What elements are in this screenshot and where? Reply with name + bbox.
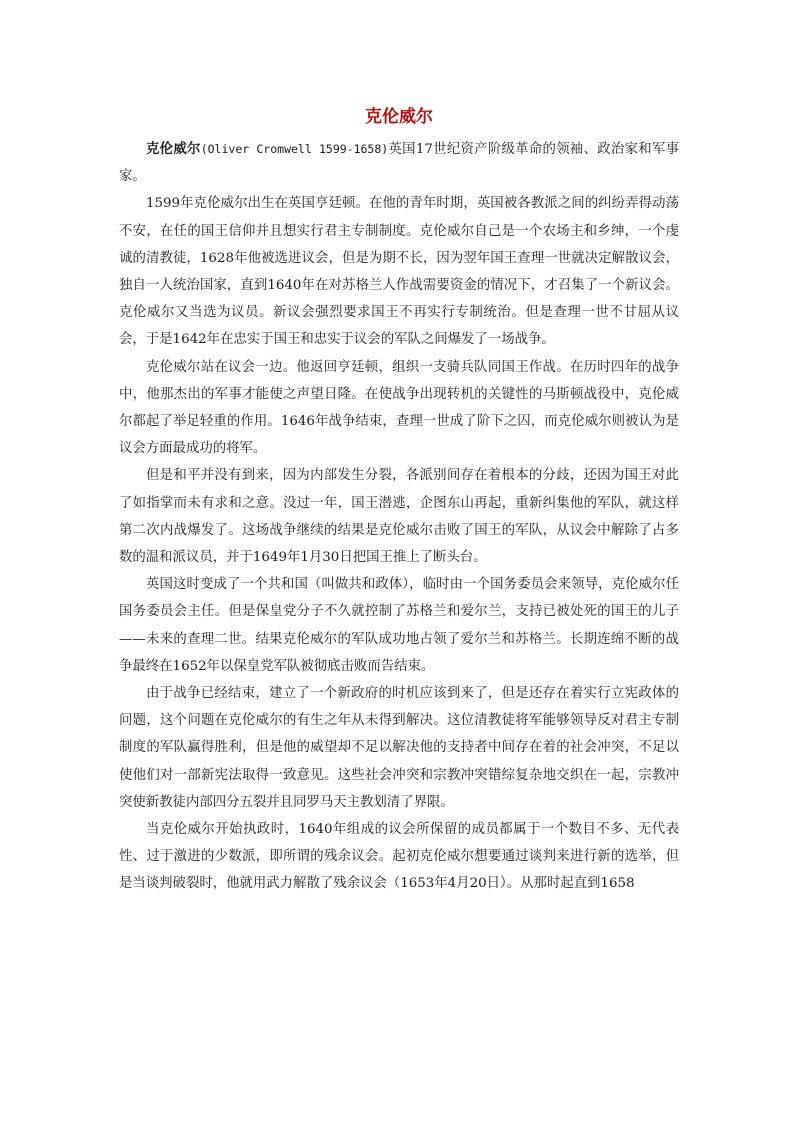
body-paragraph-2: 克伦威尔站在议会一边。他返回亨廷顿，组织一支骑兵队同国王作战。在历时四年的战争中，他那杰出的军事才能使之声望日隆。在使战争出现转机的关键性的马斯顿战役中，克伦威尔都起了举足轻重的作用。1646年战争结束，查理一世成了阶下之囚，而克伦威尔则被认为是议会方面最成功的将军。: [119, 359, 679, 457]
intro-term: 克伦威尔: [146, 141, 201, 157]
body-paragraph-3: 但是和平并没有到来，因为内部发生分裂，各派别间存在着根本的分歧，还因为国王对此了如指掌而未有求和之意。没过一年，国王潜逃，企图东山再起，重新纠集他的军队，就这样第二次内战爆发了。这场战争继续的结果是克伦威尔击败了国王的军队，从议会中解除了占多数的温和派议员，并于1649年1月30日把国王推上了断头台。: [119, 468, 679, 566]
intro-text: 英国17世纪资产阶级革命的领袖、政治家和军事家。: [119, 142, 680, 185]
intro-paragraph: [119, 136, 679, 190]
body-paragraph-6: 当克伦威尔开始执政时，1640年组成的议会所保留的成员都属于一个数目不多、无代表性、过于激进的少数派，即所谓的残余议会。起初克伦威尔想要通过谈判来进行新的选举，但是当谈判破裂时，他就用武力解散了残余议会（1653年4月20日）。从那时起直到1658: [119, 822, 679, 892]
body-paragraph-5: 由于战争已经结束，建立了一个新政府的时机应该到来了，但是还存在着实行立宪政体的问题，这个问题在克伦威尔的有生之年从未得到解决。这位清教徒将军能够领导反对君主专制制度的军队赢得胜利，但是他的威望却不足以解决他的支持者中间存在着的社会冲突，不足以使他们对一部新宪法取得一致意见。这些社会冲突和宗教冲突错综复杂地交织在一起，宗教冲突使新教徒内部四分五裂并且同罗马天主教划清了界限。: [119, 686, 679, 810]
body-paragraph-1: 1599年克伦威尔出生在英国亨廷顿。在他的青年时期，英国被各教派之间的纠纷弄得动荡不安，在任的国王信仰并且想实行君主专制制度。克伦威尔自己是一个农场主和乡绅，一个虔诚的清教徒，1628年他被选进议会，但是为期不长，因为翌年国王查理一世就决定解散议会，独自一人统治国家，直到1640年在对苏格兰人作战需要资金的情况下，才召集了一个新议会。克伦威尔又当选为议员。新议会强烈要求国王不再实行专制统治。但是查理一世不甘屈从议会，于是1642年在忠实于国王和忠实于议会的军队之间爆发了一场战争。: [119, 196, 679, 348]
document-title: 克伦威尔: [365, 107, 433, 127]
body-paragraph-4: 英国这时变成了一个共和国（叫做共和政体），临时由一个国务委员会来领导，克伦威尔任国务委员会主任。但是保皇党分子不久就控制了苏格兰和爱尔兰，支持已被处死的国王的儿子——未来的查理二世。结果克伦威尔的军队成功地占领了爱尔兰和苏格兰。长期连绵不断的战争最终在1652年以保皇党军队被彻底击败而告结束。: [119, 577, 679, 674]
intro-latin-name: (Oliver Cromwell 1599-1658): [200, 142, 389, 156]
document-page: [119, 104, 679, 898]
